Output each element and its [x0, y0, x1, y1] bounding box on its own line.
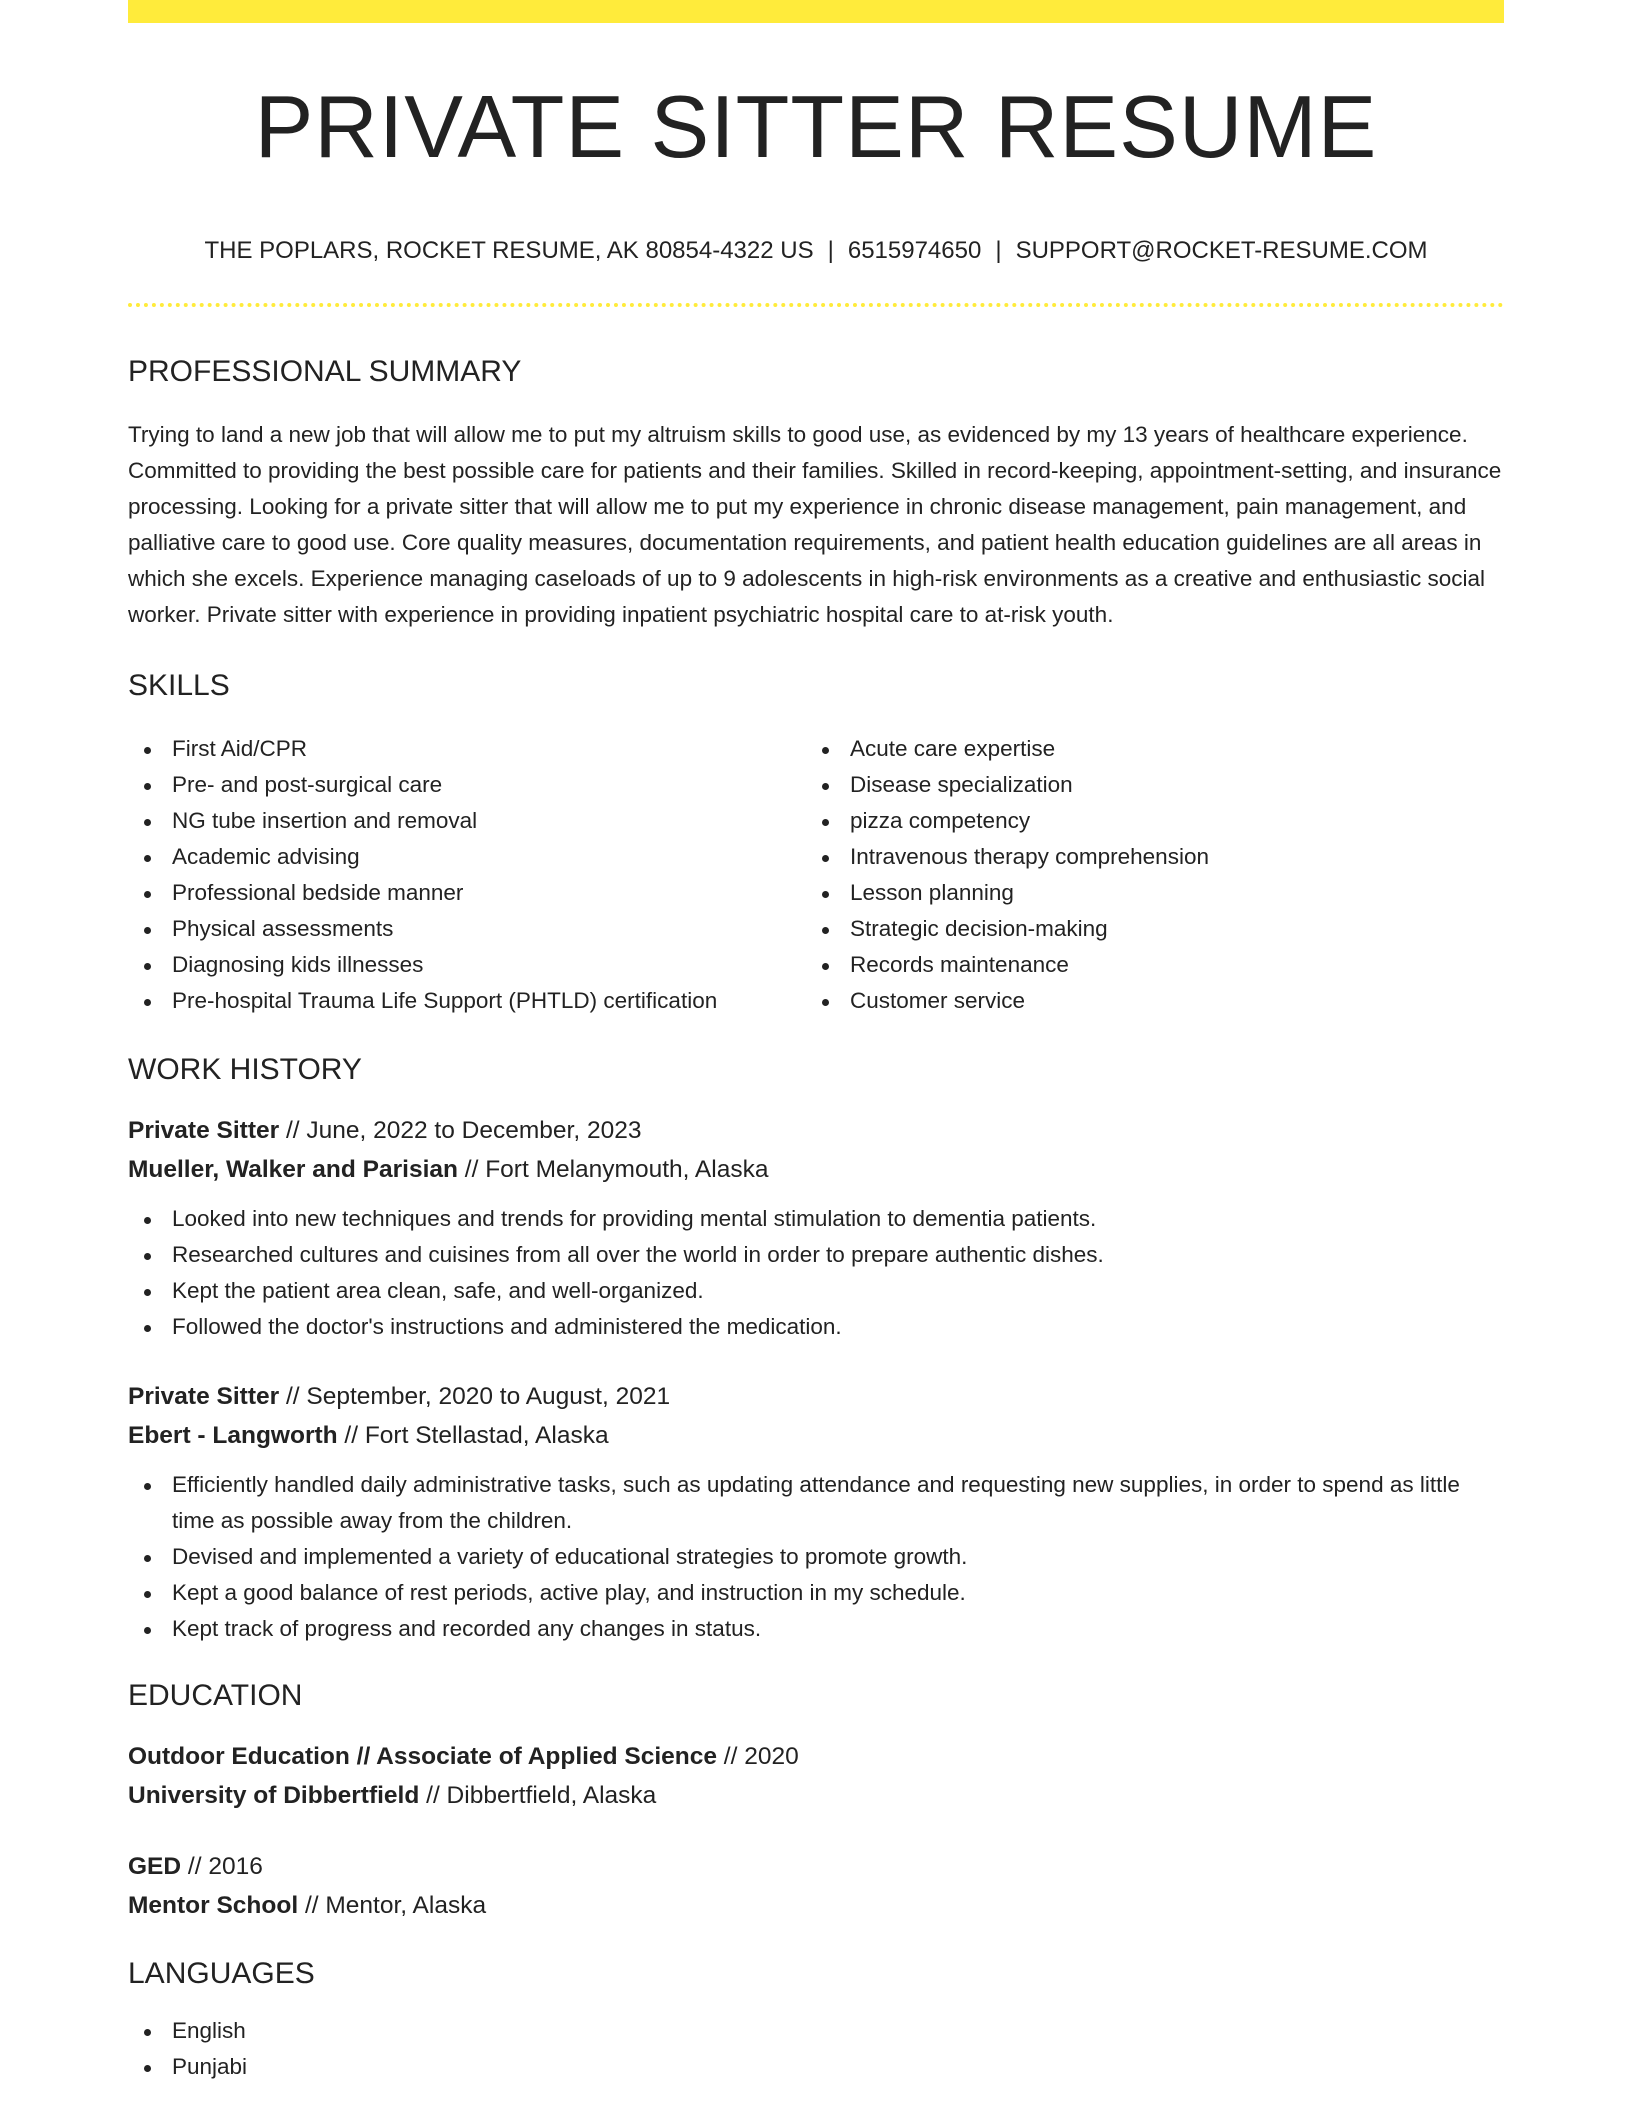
education-degree-line	[128, 1847, 1504, 1886]
skill-item: Records maintenance	[806, 947, 1484, 983]
resume-page	[128, 0, 1504, 2085]
skill-item: Customer service	[806, 983, 1484, 1019]
job-bullet: Devised and implemented a variety of educational strategies to promote growth.	[128, 1539, 1504, 1575]
job-bullet: Efficiently handled daily administrative tasks, such as updating attendance and requesting new supplies, in order to spend as little time as possible away from the children.	[128, 1467, 1504, 1539]
contact-line	[128, 239, 1504, 263]
education-year: // 2016	[181, 1853, 263, 1880]
education-school-line	[128, 1776, 1504, 1815]
job-bullet: Looked into new techniques and trends for providing mental stimulation to dementia patients.	[128, 1201, 1504, 1237]
section-heading-skills: SKILLS	[128, 669, 230, 702]
skill-item: Intravenous therapy comprehension	[806, 839, 1484, 875]
job-entry	[128, 1111, 1504, 1345]
education-school-line	[128, 1886, 1504, 1925]
contact-separator: |	[827, 237, 834, 264]
job-location: // Fort Melanymouth, Alaska	[457, 1156, 769, 1183]
education-degree: GED	[128, 1853, 182, 1880]
section-heading-education: EDUCATION	[128, 1679, 303, 1712]
education-location: // Dibbertfield, Alaska	[419, 1782, 657, 1809]
language-item: Punjabi	[128, 2049, 1504, 2085]
education-school: Mentor School	[128, 1892, 299, 1919]
contact-address: THE POPLARS, ROCKET RESUME, AK 80854-4322 US	[204, 237, 814, 264]
skill-item: NG tube insertion and removal	[128, 803, 806, 839]
job-dates: // September, 2020 to August, 2021	[279, 1383, 671, 1410]
job-location: // Fort Stellastad, Alaska	[337, 1422, 609, 1449]
job-bullet: Followed the doctor's instructions and administered the medication.	[128, 1309, 1504, 1345]
education-entry	[128, 1737, 1504, 1815]
skills-column-right	[806, 731, 1484, 1019]
job-bullet: Kept track of progress and recorded any changes in status.	[128, 1611, 1504, 1647]
contact-phone: 6515974650	[847, 237, 982, 264]
skill-item: Disease specialization	[806, 767, 1484, 803]
skills-grid	[128, 731, 1504, 1019]
job-company-line	[128, 1416, 1504, 1455]
skill-item: pizza competency	[806, 803, 1484, 839]
education-entry	[128, 1847, 1504, 1925]
languages-list	[128, 2013, 1504, 2085]
job-company-line	[128, 1150, 1504, 1189]
job-entry	[128, 1377, 1504, 1647]
education-location: // Mentor, Alaska	[298, 1892, 487, 1919]
education-degree-line	[128, 1737, 1504, 1776]
job-company: Mueller, Walker and Parisian	[128, 1156, 458, 1183]
job-bullet: Kept the patient area clean, safe, and well-organized.	[128, 1273, 1504, 1309]
dotted-divider	[128, 303, 1504, 307]
contact-separator: |	[995, 237, 1002, 264]
job-bullet: Kept a good balance of rest periods, active play, and instruction in my schedule.	[128, 1575, 1504, 1611]
skill-item: Lesson planning	[806, 875, 1484, 911]
skill-item: Diagnosing kids illnesses	[128, 947, 806, 983]
top-accent-bar	[128, 0, 1504, 23]
job-bullets	[128, 1201, 1504, 1345]
resume-title: PRIVATE SITTER RESUME	[254, 77, 1378, 176]
skill-item: Academic advising	[128, 839, 806, 875]
skill-item: Pre- and post-surgical care	[128, 767, 806, 803]
language-item: English	[128, 2013, 1504, 2049]
skill-item: Acute care expertise	[806, 731, 1484, 767]
skill-item: Physical assessments	[128, 911, 806, 947]
skill-item: First Aid/CPR	[128, 731, 806, 767]
contact-email: SUPPORT@ROCKET-RESUME.COM	[1015, 237, 1428, 264]
skill-item: Strategic decision-making	[806, 911, 1484, 947]
section-heading-languages: LANGUAGES	[128, 1957, 315, 1990]
job-bullet: Researched cultures and cuisines from all over the world in order to prepare authentic dishes.	[128, 1237, 1504, 1273]
skills-column-left	[128, 731, 806, 1019]
section-heading-summary: PROFESSIONAL SUMMARY	[128, 355, 522, 388]
job-title: Private Sitter	[128, 1117, 280, 1144]
education-year: // 2020	[717, 1743, 799, 1770]
skill-item: Professional bedside manner	[128, 875, 806, 911]
section-heading-work-history: WORK HISTORY	[128, 1053, 362, 1086]
education-degree: Outdoor Education // Associate of Applied Science	[128, 1743, 717, 1770]
job-title: Private Sitter	[128, 1383, 280, 1410]
job-company: Ebert - Langworth	[128, 1422, 338, 1449]
job-dates: // June, 2022 to December, 2023	[279, 1117, 642, 1144]
job-title-line	[128, 1377, 1504, 1416]
job-bullets	[128, 1467, 1504, 1647]
education-school: University of Dibbertfield	[128, 1782, 420, 1809]
skill-item: Pre-hospital Trauma Life Support (PHTLD) certification	[128, 983, 806, 1019]
summary-text: Trying to land a new job that will allow me to put my altruism skills to good use, as evidenced by my 13 years of healthcare experience. Committed to providing the best possible care for patients and their families. Skilled in record-keeping, appointment-setting, and insurance processing. Looking for a private sitter that will allow me to put my experience in chronic disease management, pain management, and palliative care to good use. Core quality measures, documentation requirements, and patient health education guidelines are all areas in which she excels. Experience managing caseloads of up to 9 adolescents in high-risk environments as a creative and enthusiastic social worker. Private sitter with experience in providing inpatient psychiatric hospital care to at-risk youth.	[128, 422, 1502, 627]
job-title-line	[128, 1111, 1504, 1150]
